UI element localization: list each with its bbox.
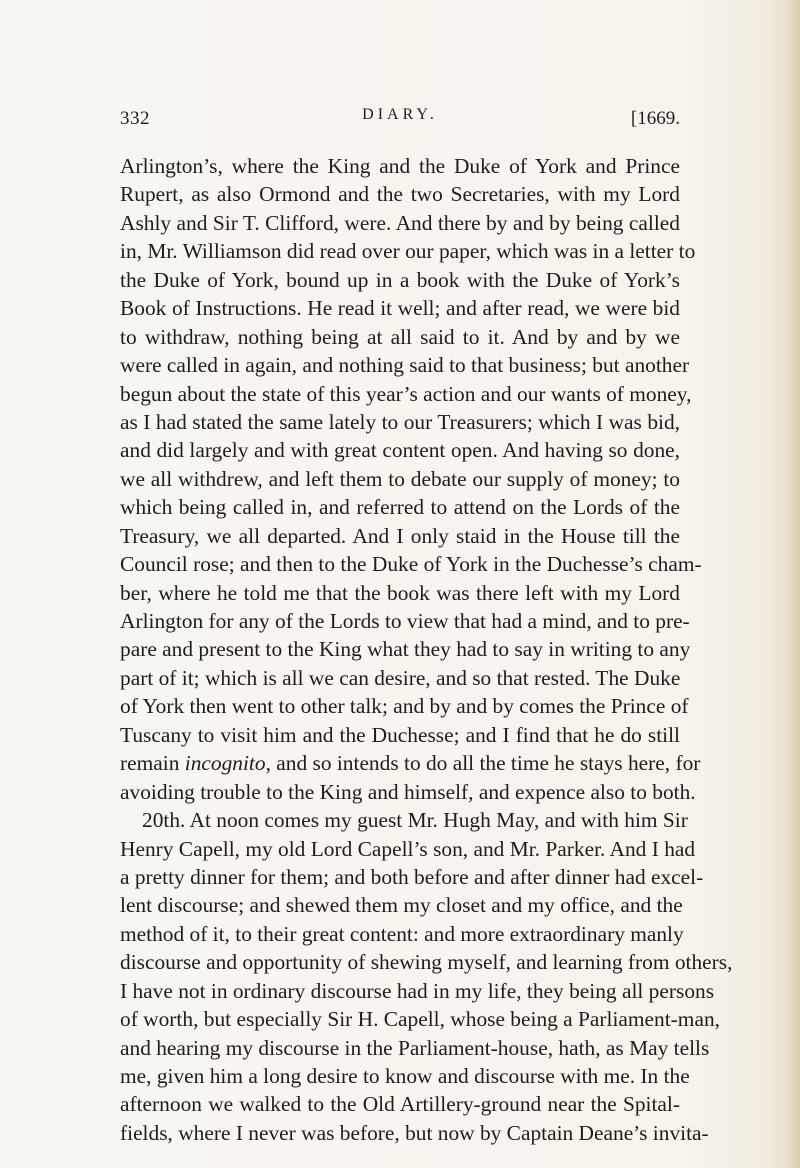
text-line: ber, where he told me that the book was there left with my Lord — [120, 580, 680, 605]
text-line: and hearing my discourse in the Parliament-house, hath, as May tells — [120, 1035, 710, 1060]
text-line: the Duke of York, bound up in a book with the Duke of York’s — [120, 267, 680, 292]
text-line: were called in again, and nothing said to that business; but another — [120, 353, 690, 378]
italic-word: incognito — [184, 751, 266, 776]
text-line: a pretty dinner for them; and both before and after dinner had excel- — [120, 864, 704, 889]
page-number: 332 — [120, 108, 150, 129]
text-line: fields, where I never was before, but now by Captain Deane’s invita- — [120, 1120, 709, 1145]
text-line: of York then went to other talk; and by and by comes the Prince of — [120, 694, 689, 719]
text-line: me, given him a long desire to know and discourse with me. In the — [120, 1064, 690, 1088]
text-line: begun about the state of this year’s action and our wants of money, — [120, 381, 692, 406]
text-line: Arlington’s, where the King and the Duke of York and Prince — [120, 154, 680, 178]
text-line: Rupert, as also Ormond and the two Secretaries, with my Lord — [120, 182, 680, 207]
text-line: Henry Capell, my old Lord Capell’s son, and Mr. Parker. And I had — [120, 836, 696, 861]
text-line: I have not in ordinary discourse had in my life, they being all persons — [120, 978, 715, 1003]
text-line: in, Mr. Williamson did read over our paper, which was in a letter to — [120, 239, 696, 264]
text-line: and did largely and with great content open. And having so done, — [120, 438, 680, 463]
text-line: Council rose; and then to the Duke of York in the Duchesse’s cham- — [120, 552, 702, 577]
text-line: we all withdrew, and left them to debate our supply of money; to — [120, 466, 680, 491]
text-line-with-italic — [120, 749, 701, 777]
text-line: part of it; which is all we can desire, and so that rested. The Duke — [120, 665, 681, 690]
text-line: discourse and opportunity of shewing myself, and learning from others, — [120, 950, 733, 975]
text-line: Tuscany to visit him and the Duchesse; and I find that he do still — [120, 722, 680, 747]
body-text — [120, 152, 733, 1147]
running-head: DIARY. — [362, 106, 438, 123]
text-line: afternoon we walked to the Old Artillery-ground near the Spital- — [120, 1092, 680, 1117]
text-segment: , and so intends to do all the time he stays here, for — [265, 751, 701, 776]
text-segment: remain — [120, 751, 185, 776]
text-line-entry-start: 20th. At noon comes my guest Mr. Hugh May, and with him Sir — [142, 808, 688, 833]
text-line: Arlington for any of the Lords to view that had a mind, and to pre- — [120, 609, 690, 633]
page-header — [120, 108, 680, 138]
text-line: Ashly and Sir T. Clifford, were. And there by and by being called — [120, 210, 680, 235]
text-line: method of it, to their great content: and more extraordinary manly — [120, 921, 684, 946]
text-line: Treasury, we all departed. And I only staid in the House till the — [120, 523, 680, 548]
text-line: as I had stated the same lately to our Treasurers; which I was bid, — [120, 409, 680, 434]
text-line: Book of Instructions. He read it well; and after read, we were bid — [120, 296, 680, 321]
year-marker: [1669. — [630, 108, 680, 129]
text-line: of worth, but especially Sir H. Capell, whose being a Parliament-man, — [120, 1007, 720, 1032]
text-line: avoiding trouble to the King and himself, and expence also to both. — [120, 779, 696, 804]
text-line: lent discourse; and shewed them my closet and my office, and the — [120, 893, 683, 918]
text-line: which being called in, and referred to attend on the Lords of the — [120, 495, 680, 520]
text-line: pare and present to the King what they had to say in writing to any — [120, 637, 691, 662]
page-edge-shadow — [786, 0, 800, 1168]
text-line: to withdraw, nothing being at all said to it. And by and by we — [120, 324, 680, 349]
